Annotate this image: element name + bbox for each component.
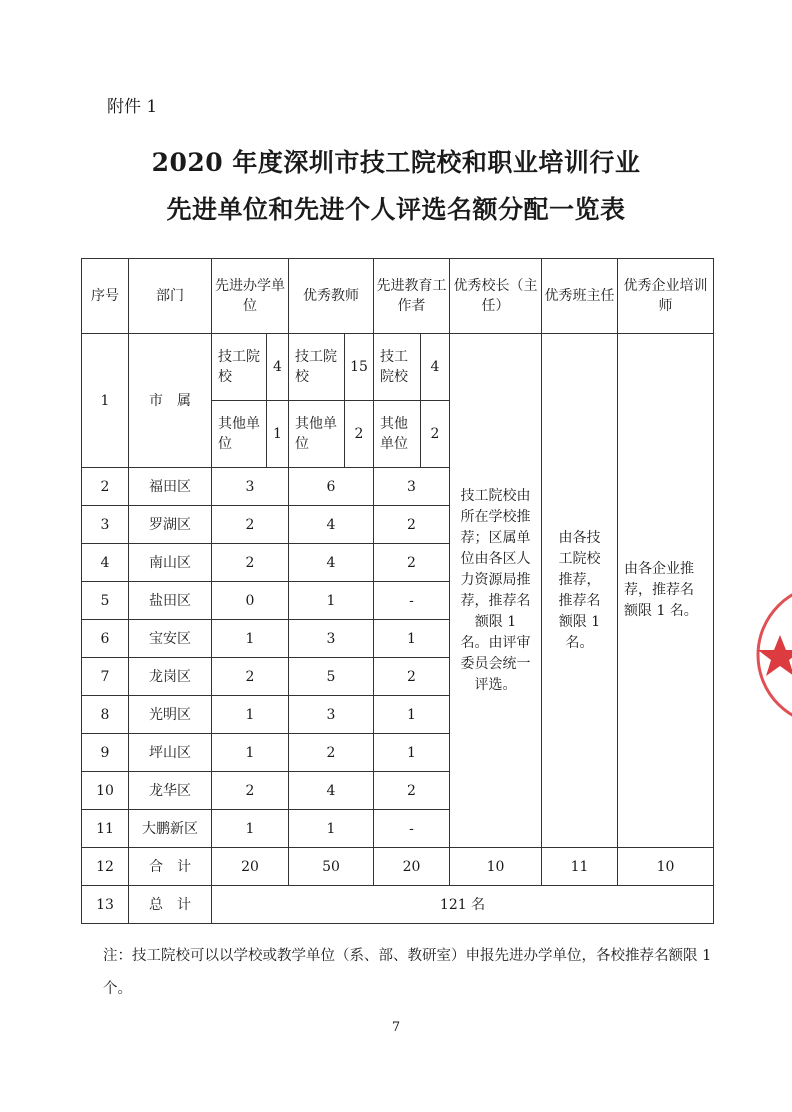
cell-adv-unit: 1: [212, 620, 289, 658]
cell-value: 1: [267, 401, 289, 468]
cell-edu-worker: 2: [374, 658, 450, 696]
cell-value: 4: [267, 334, 289, 401]
cell-adv-unit: 1: [212, 810, 289, 848]
cell-edu-worker: 2: [374, 506, 450, 544]
cell-total-value: 121 名: [212, 886, 714, 924]
page-number: 7: [391, 1020, 401, 1035]
cell-subtotal-adv-unit: 20: [212, 848, 289, 886]
cell-edu-worker: 1: [374, 620, 450, 658]
cell-teacher: 6: [289, 468, 374, 506]
cell-adv-unit: 1: [212, 734, 289, 772]
cell-value: 15: [345, 334, 374, 401]
cell-seq: 9: [82, 734, 129, 772]
cell-dept: 大鹏新区: [129, 810, 212, 848]
cell-edu-worker: -: [374, 582, 450, 620]
page-title-line2: 先进单位和先进个人评选名额分配一览表: [166, 195, 626, 224]
footnote: 注：技工院校可以以学校或教学单位（系、部、教研室）申报先进办学单位，各校推荐名额限 1 个。: [103, 948, 712, 997]
cell-seq: 13: [82, 886, 129, 924]
cell-edu-worker: -: [374, 810, 450, 848]
cell-other-label: 其他单位: [289, 401, 345, 468]
table-row-city-tech: [82, 334, 714, 401]
cell-class-teacher-note: [542, 334, 618, 848]
cell-dept: 宝安区: [129, 620, 212, 658]
cell-edu-worker: 2: [374, 772, 450, 810]
cell-seq: 2: [82, 468, 129, 506]
cell-seq: 8: [82, 696, 129, 734]
cell-seq: 11: [82, 810, 129, 848]
cell-other-label: 其他单位: [374, 401, 421, 468]
cell-seq: 6: [82, 620, 129, 658]
cell-teacher: 1: [289, 582, 374, 620]
cell-edu-worker: 3: [374, 468, 450, 506]
cell-adv-unit: 3: [212, 468, 289, 506]
cell-subtotal-teacher: 50: [289, 848, 374, 886]
cell-principal-note: [450, 334, 542, 848]
cell-edu-worker: 1: [374, 734, 450, 772]
cell-teacher: 4: [289, 544, 374, 582]
cell-seq: 5: [82, 582, 129, 620]
cell-adv-unit: 0: [212, 582, 289, 620]
cell-subtotal-edu-worker: 20: [374, 848, 450, 886]
cell-dept: 南山区: [129, 544, 212, 582]
cell-teacher: 1: [289, 810, 374, 848]
cell-value: 2: [345, 401, 374, 468]
header-seq: 序号: [82, 259, 129, 334]
cell-dept: 坪山区: [129, 734, 212, 772]
cell-adv-unit: 1: [212, 696, 289, 734]
cell-tech-label: 技工院校: [374, 334, 421, 401]
cell-adv-unit: 2: [212, 506, 289, 544]
cell-label: 总 计: [129, 886, 212, 924]
cell-dept: 市 属: [129, 334, 212, 468]
header-adv-unit: 先进办学单位: [212, 259, 289, 334]
cell-seq: 12: [82, 848, 129, 886]
cell-seq: 3: [82, 506, 129, 544]
quota-table: [81, 258, 714, 924]
cell-teacher: 3: [289, 620, 374, 658]
cell-adv-unit: 2: [212, 772, 289, 810]
cell-dept: 罗湖区: [129, 506, 212, 544]
cell-other-label: 其他单位: [212, 401, 267, 468]
cell-label: 合 计: [129, 848, 212, 886]
cell-subtotal-class-teacher: 11: [542, 848, 618, 886]
table-row-subtotal: [82, 848, 714, 886]
table-row-total: [82, 886, 714, 924]
cell-tech-label: 技工院校: [289, 334, 345, 401]
trainer-note-text: 由各企业推荐，推荐名额限 1 名。: [624, 561, 698, 619]
cell-seq: 1: [82, 334, 129, 468]
cell-subtotal-principal: 10: [450, 848, 542, 886]
cell-trainer-note: [618, 334, 714, 848]
cell-teacher: 4: [289, 506, 374, 544]
header-trainer: 优秀企业培训师: [618, 259, 714, 334]
cell-dept: 福田区: [129, 468, 212, 506]
class-teacher-note-text: 由各技工院校推荐，推荐名额限 1 名。: [558, 529, 601, 651]
cell-teacher: 2: [289, 734, 374, 772]
header-principal: 优秀校长（主任）: [450, 259, 542, 334]
cell-adv-unit: 2: [212, 544, 289, 582]
cell-edu-worker: 1: [374, 696, 450, 734]
header-teacher: 优秀教师: [289, 259, 374, 334]
cell-dept: 光明区: [129, 696, 212, 734]
cell-seq: 7: [82, 658, 129, 696]
cell-edu-worker: 2: [374, 544, 450, 582]
cell-dept: 盐田区: [129, 582, 212, 620]
cell-adv-unit: 2: [212, 658, 289, 696]
official-seal-stamp: [740, 570, 792, 740]
cell-dept: 龙华区: [129, 772, 212, 810]
cell-value: 2: [421, 401, 450, 468]
table-header-row: [82, 259, 714, 334]
cell-tech-label: 技工院校: [212, 334, 267, 401]
page-title-line1: 2020 年度深圳市技工院校和职业培训行业: [151, 148, 641, 177]
header-class-teacher: 优秀班主任: [542, 259, 618, 334]
attachment-label: 附件 1: [107, 97, 158, 117]
header-dept: 部门: [129, 259, 212, 334]
cell-teacher: 4: [289, 772, 374, 810]
cell-subtotal-trainer: 10: [618, 848, 714, 886]
cell-seq: 10: [82, 772, 129, 810]
principal-note-text: 技工院校由所在学校推荐；区属单位由各区人力资源局推荐，推荐名额限 1 名。由评审委员会统一评选。: [460, 487, 531, 693]
cell-teacher: 3: [289, 696, 374, 734]
header-edu-worker: 先进教育工作者: [374, 259, 450, 334]
cell-dept: 龙岗区: [129, 658, 212, 696]
cell-value: 4: [421, 334, 450, 401]
cell-teacher: 5: [289, 658, 374, 696]
cell-seq: 4: [82, 544, 129, 582]
seal-icon: [740, 570, 792, 740]
